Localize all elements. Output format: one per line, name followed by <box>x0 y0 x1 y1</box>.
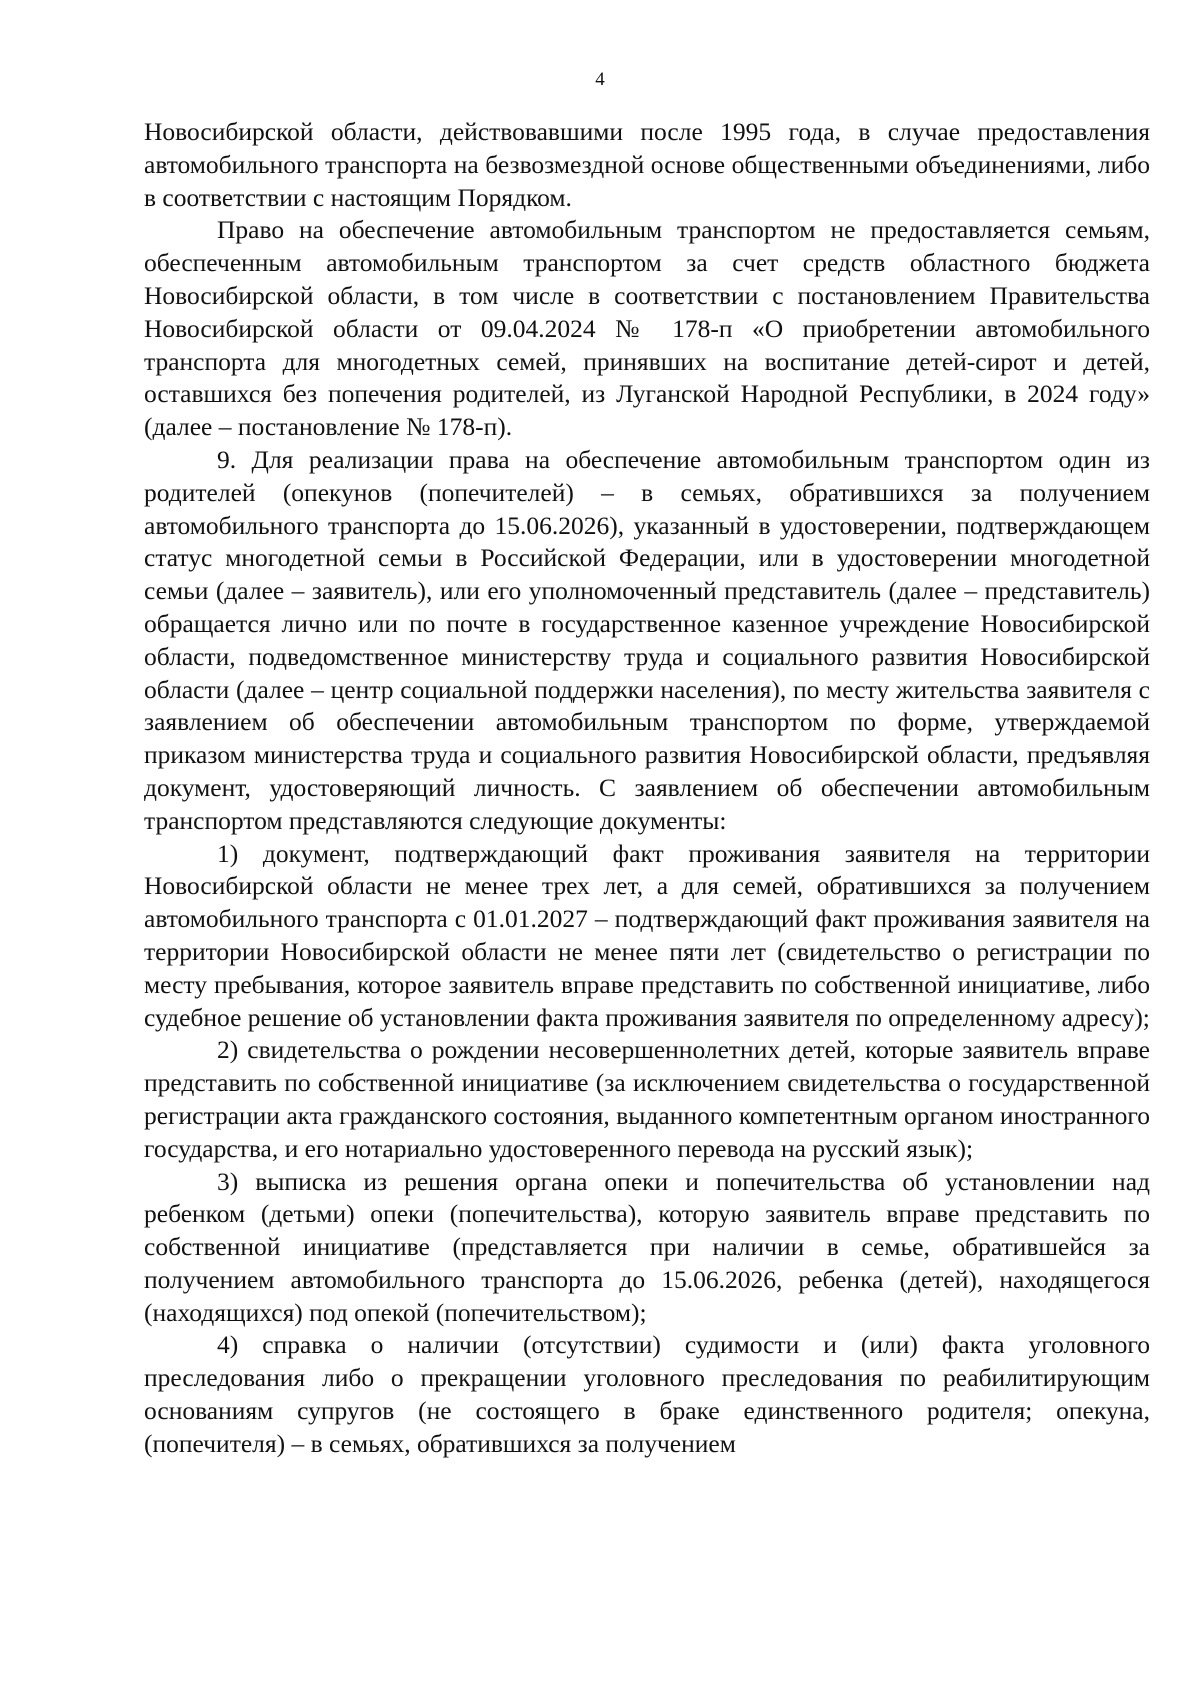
page-number: 4 <box>595 69 605 90</box>
list-item-1-residence-document: 1) документ, подтверждающий факт проживания заявителя на территории Новосибирской области не менее трех лет, а для семей, обратившихся за получением автомобильного транспорта с 01.01.2027 – подтверждающий факт проживания заявителя на территории Новосибирской области не менее пяти лет (свидетельство о регистрации по месту пребывания, которое заявитель вправе представить по собственной инициативе, либо судебное решение об установлении факта проживания заявителя по определенному адресу); <box>144 838 1150 1032</box>
paragraph-vehicle-right-exclusion: Право на обеспечение автомобильным транспортом не предоставляется семьям, обеспеченным автомобильным транспортом за счет средств областного бюджета Новосибирской области, в том числе в соответствии с постановлением Правительства Новосибирской области от 09.04.2024 № 178-п «О приобретении автомобильного транспорта для многодетных семей, принявших на воспитание детей-сирот и детей, оставшихся без попечения родителей, из Луганской Народной Республики, в 2024 году» (далее – постановление № 178-п). <box>144 215 1150 442</box>
paragraph-continuation: Новосибирской области, действовавшими после 1995 года, в случае предоставления автомобильного транспорта на безвозмездной основе общественными объединениями, либо в соответствии с настоящим Порядком. <box>144 117 1150 212</box>
list-item-3-guardianship-extract: 3) выписка из решения органа опеки и попечительства об установлении над ребенком (детьми) опеки (попечительства), которую заявитель вправе представить по собственной инициативе (представляется при наличии в семье, обратившейся за получением автомобильного транспорта до 15.06.2026, ребенка (детей), находящегося (находящихся) под опекой (попечительством); <box>144 1166 1150 1327</box>
list-item-2-birth-certificates: 2) свидетельства о рождении несовершеннолетних детей, которые заявитель вправе представить по собственной инициативе (за исключением свидетельства о государственной регистрации акта гражданского состояния, выданного компетентным органом иностранного государства, и его нотариально удостоверенного перевода на русский язык); <box>144 1035 1150 1163</box>
list-item-4-criminal-record-certificate: 4) справка о наличии (отсутствии) судимости и (или) факта уголовного преследования либо о прекращении уголовного преследования по реабилитирующим основаниям супругов (не состоящего в браке единственного родителя; опекуна, (попечителя) – в семьях, обратившихся за получением <box>144 1330 1150 1458</box>
document-body <box>144 116 1150 1461</box>
paragraph-clause-9: 9. Для реализации права на обеспечение автомобильным транспортом один из родителей (опекунов (попечителей) – в семьях, обратившихся за получением автомобильного транспорта до 15.06.2026), указанный в удостоверении, подтверждающем статус многодетной семьи в Российской Федерации, или в удостоверении многодетной семьи (далее – заявитель), или его уполномоченный представитель (далее – представитель) обращается лично или по почте в государственное казенное учреждение Новосибирской области, подведомственное министерству труда и социального развития Новосибирской области (далее – центр социальной поддержки населения), по месту жительства заявителя с заявлением об обеспечении автомобильным транспортом по форме, утверждаемой приказом министерства труда и социального развития Новосибирской области, предъявляя документ, удостоверяющий личность. С заявлением об обеспечении автомобильным транспортом представляются следующие документы: <box>144 444 1150 835</box>
